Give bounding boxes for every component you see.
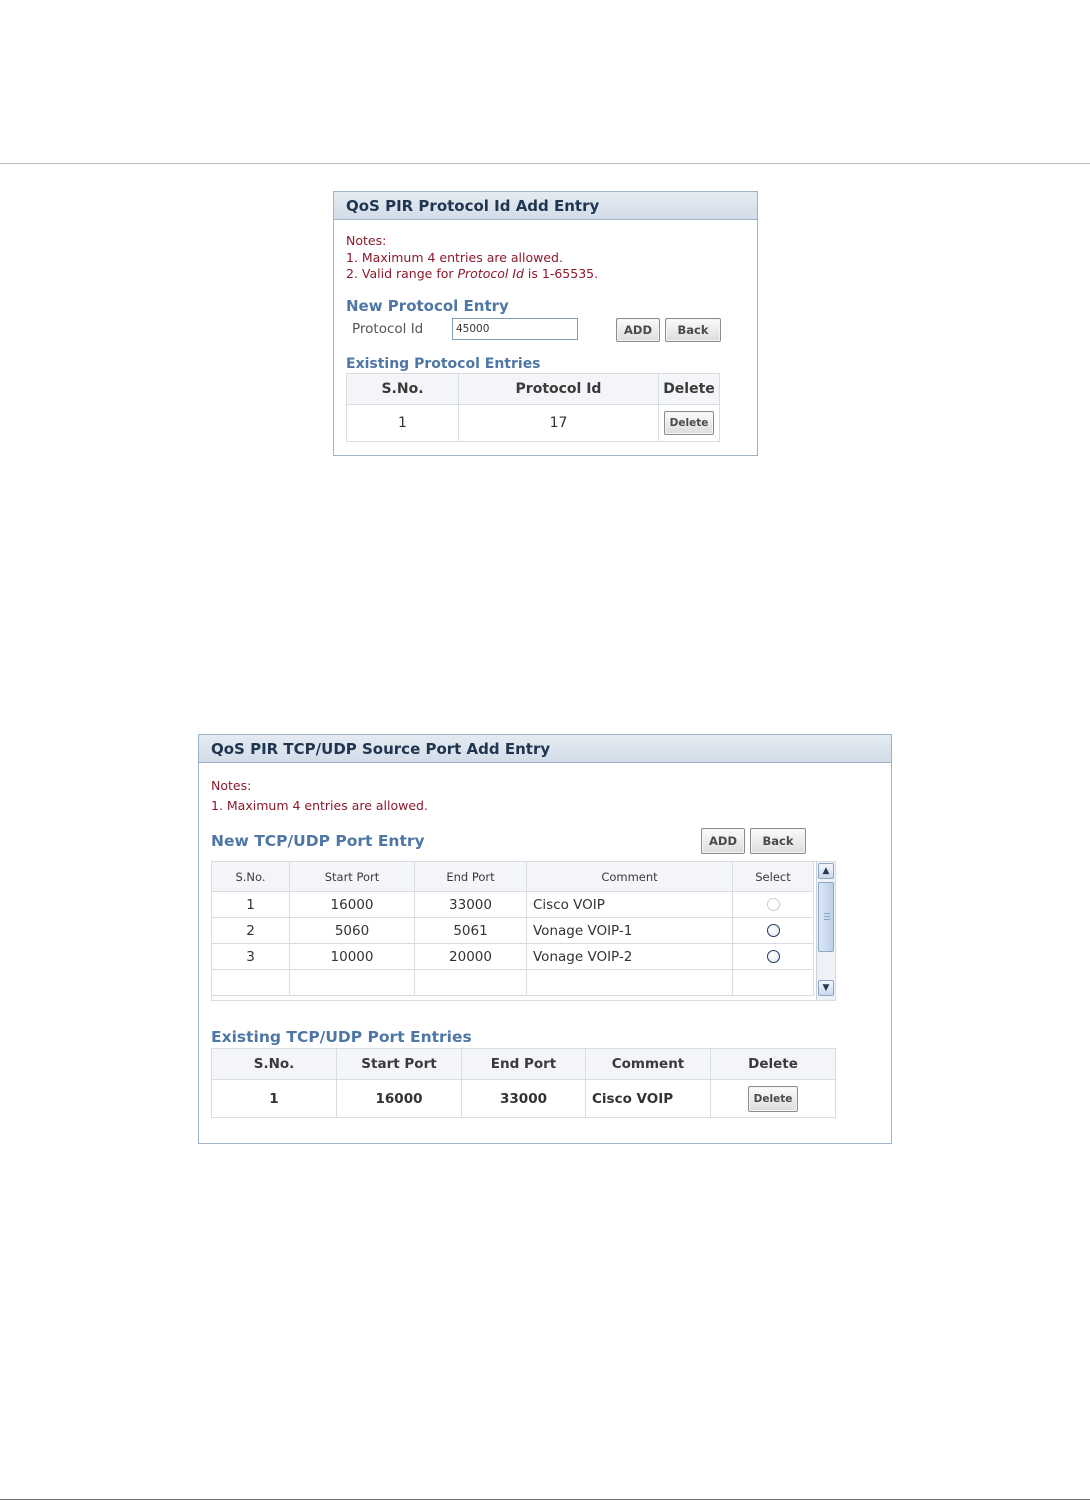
table-row-empty xyxy=(212,970,814,996)
cell-start-port: 10000 xyxy=(290,944,415,970)
grip-line xyxy=(824,919,830,920)
col-end-port: End Port xyxy=(415,862,527,892)
cell-start-port: 16000 xyxy=(337,1080,462,1118)
cell-end-port: 33000 xyxy=(462,1080,586,1118)
empty-cell xyxy=(290,970,415,996)
cell-select xyxy=(733,944,814,970)
cell-start-port: 16000 xyxy=(290,892,415,918)
tcp-udp-port-panel xyxy=(198,734,892,1144)
port-select-table xyxy=(211,861,814,996)
cell-delete xyxy=(711,1080,836,1118)
port-add-button[interactable]: ADD xyxy=(701,828,745,854)
select-radio-disabled xyxy=(767,898,780,911)
scroll-up-icon[interactable]: ▲ xyxy=(818,863,834,879)
scroll-thumb[interactable] xyxy=(818,882,834,952)
cell-sno: 1 xyxy=(212,892,290,918)
table-row xyxy=(347,405,720,442)
delete-port-button[interactable]: Delete xyxy=(748,1086,798,1112)
notes-heading: Notes: xyxy=(346,233,387,248)
empty-cell xyxy=(733,970,814,996)
note-max-entries: 1. Maximum 4 entries are allowed. xyxy=(346,249,563,265)
col-protocol-id: Protocol Id xyxy=(459,374,659,405)
top-divider xyxy=(0,163,1090,164)
empty-cell xyxy=(415,970,527,996)
port-panel-title: QoS PIR TCP/UDP Source Port Add Entry xyxy=(199,735,891,763)
existing-protocol-table xyxy=(346,373,720,442)
cell-end-port: 20000 xyxy=(415,944,527,970)
protocol-panel-title: QoS PIR Protocol Id Add Entry xyxy=(334,192,757,220)
col-start-port: Start Port xyxy=(290,862,415,892)
cell-delete xyxy=(659,405,720,442)
cell-select xyxy=(733,918,814,944)
grip-line xyxy=(824,913,830,914)
cell-sno: 3 xyxy=(212,944,290,970)
cell-comment: Vonage VOIP-2 xyxy=(527,944,733,970)
col-delete: Delete xyxy=(711,1049,836,1080)
protocol-id-label: Protocol Id xyxy=(352,321,424,337)
col-end-port: End Port xyxy=(462,1049,586,1080)
empty-cell xyxy=(212,970,290,996)
col-sno: S.No. xyxy=(212,862,290,892)
col-sno: S.No. xyxy=(212,1049,337,1080)
table-row[interactable] xyxy=(212,892,814,918)
cell-sno: 2 xyxy=(212,918,290,944)
cell-start-port: 5060 xyxy=(290,918,415,944)
new-port-entry-heading: New TCP/UDP Port Entry xyxy=(211,832,425,850)
protocol-id-panel xyxy=(333,191,758,456)
select-radio[interactable] xyxy=(767,924,780,937)
note-max-entries: 1. Maximum 4 entries are allowed. xyxy=(211,798,428,813)
protocol-id-input[interactable] xyxy=(452,318,578,340)
protocol-notes xyxy=(346,233,598,283)
existing-port-table xyxy=(211,1048,836,1118)
existing-protocol-entries-heading: Existing Protocol Entries xyxy=(346,356,541,372)
port-back-button[interactable]: Back xyxy=(750,828,806,854)
table-row[interactable] xyxy=(212,944,814,970)
col-comment: Comment xyxy=(586,1049,711,1080)
scroll-down-icon[interactable]: ▼ xyxy=(818,980,834,996)
cell-end-port: 33000 xyxy=(415,892,527,918)
empty-cell xyxy=(527,970,733,996)
cell-protocol-id: 17 xyxy=(459,405,659,442)
col-sno: S.No. xyxy=(347,374,459,405)
select-radio[interactable] xyxy=(767,950,780,963)
protocol-back-button[interactable]: Back xyxy=(665,318,721,342)
cell-select xyxy=(733,892,814,918)
existing-port-entries-heading: Existing TCP/UDP Port Entries xyxy=(211,1028,472,1046)
col-start-port: Start Port xyxy=(337,1049,462,1080)
col-delete: Delete xyxy=(659,374,720,405)
cell-comment: Cisco VOIP xyxy=(527,892,733,918)
table-row[interactable] xyxy=(212,918,814,944)
note-valid-range: 2. Valid range for Protocol Id is 1-65535. xyxy=(346,266,599,281)
cell-end-port: 5061 xyxy=(415,918,527,944)
protocol-add-button[interactable]: ADD xyxy=(616,318,660,342)
cell-sno: 1 xyxy=(347,405,459,442)
grip-line xyxy=(824,916,830,917)
new-protocol-entry-heading: New Protocol Entry xyxy=(346,297,509,315)
col-select: Select xyxy=(733,862,814,892)
bottom-divider xyxy=(0,1499,1090,1500)
cell-sno: 1 xyxy=(212,1080,337,1118)
list-scrollbar[interactable] xyxy=(816,862,835,1000)
delete-protocol-button[interactable]: Delete xyxy=(664,411,714,435)
col-comment: Comment xyxy=(527,862,733,892)
port-select-list[interactable] xyxy=(211,861,836,1001)
table-row xyxy=(212,1080,836,1118)
port-notes xyxy=(211,776,428,816)
cell-comment: Vonage VOIP-1 xyxy=(527,918,733,944)
notes-heading: Notes: xyxy=(211,778,252,793)
cell-comment: Cisco VOIP xyxy=(586,1080,711,1118)
